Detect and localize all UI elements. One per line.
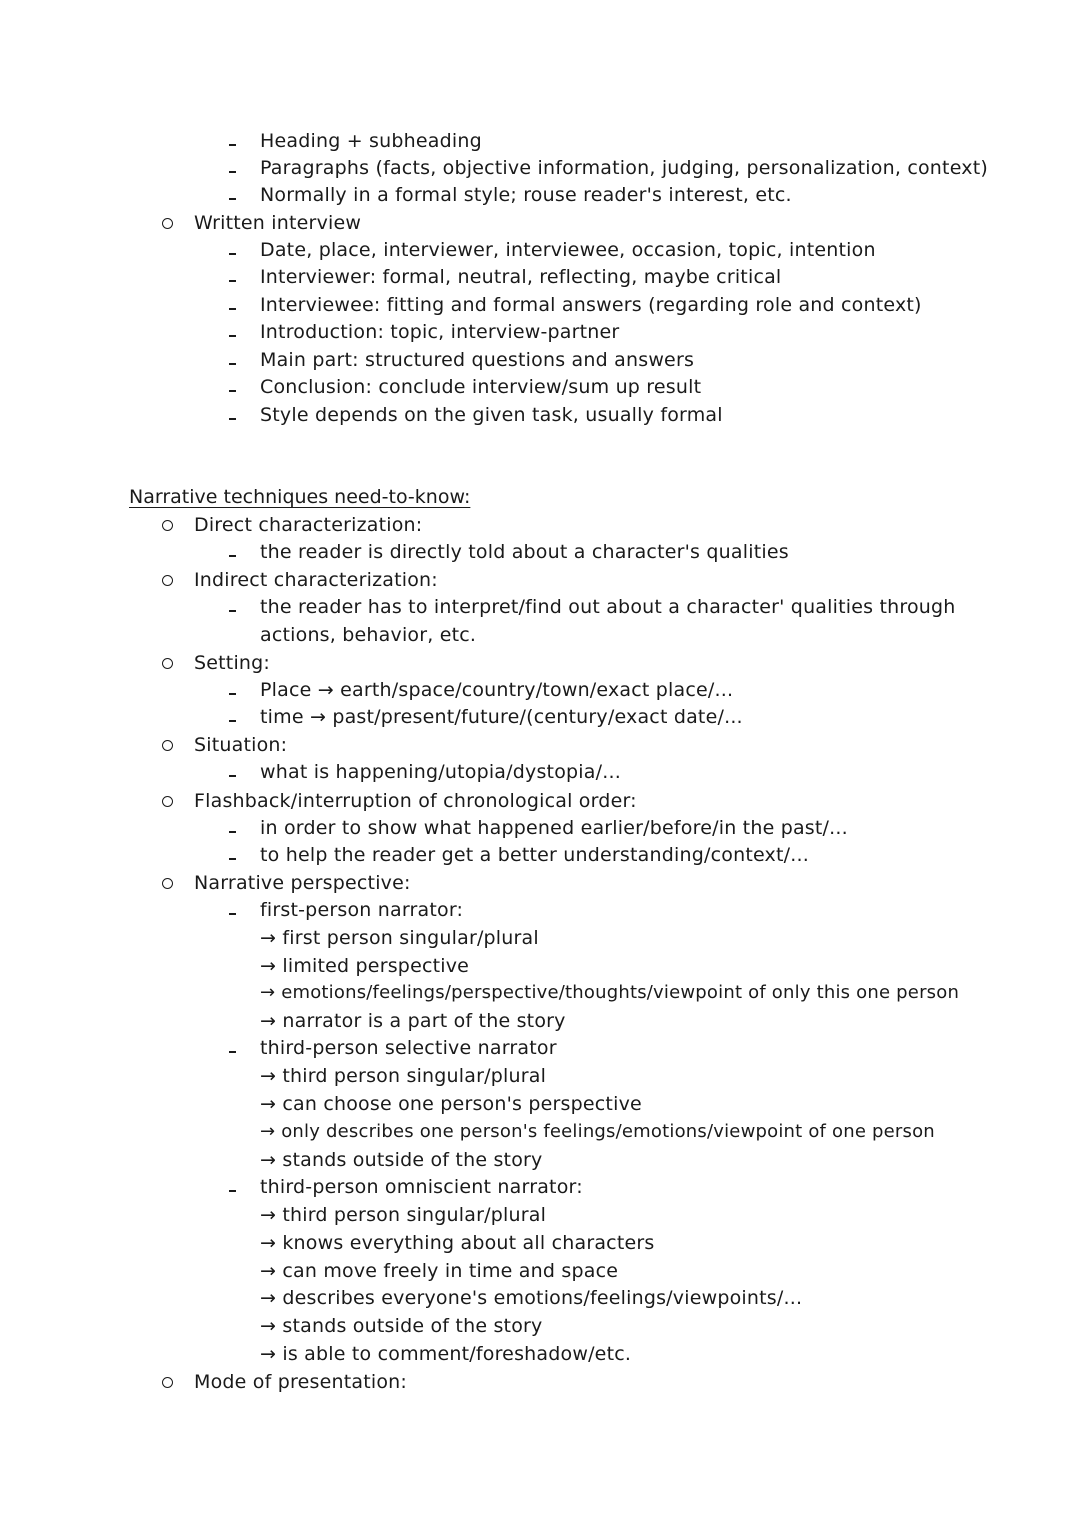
list-item: → only describes one person's feelings/emotions/viewpoint of one person bbox=[260, 1121, 935, 1142]
dash-bullet bbox=[229, 253, 236, 255]
dash-bullet bbox=[229, 335, 236, 337]
list-item: Flashback/interruption of chronological order: bbox=[194, 790, 637, 812]
list-item: → can choose one person's perspective bbox=[260, 1093, 642, 1115]
list-item: → third person singular/plural bbox=[260, 1204, 547, 1226]
list-item: → describes everyone's emotions/feelings/viewpoints/... bbox=[260, 1287, 803, 1309]
list-item: to help the reader get a better understanding/context/... bbox=[260, 844, 809, 866]
dash-bullet bbox=[229, 775, 236, 777]
list-item: Heading + subheading bbox=[260, 130, 482, 152]
list-item: Setting: bbox=[194, 652, 271, 674]
list-item: → is able to comment/foreshadow/etc. bbox=[260, 1343, 632, 1365]
list-item: Written interview bbox=[194, 212, 362, 234]
list-item: Mode of presentation: bbox=[194, 1371, 408, 1393]
dash-bullet bbox=[229, 831, 236, 833]
list-item: Interviewee: fitting and formal answers (regarding role and context) bbox=[260, 294, 922, 316]
list-item: → first person singular/plural bbox=[260, 927, 539, 949]
list-item: Date, place, interviewer, interviewee, occasion, topic, intention bbox=[260, 239, 876, 261]
dash-bullet bbox=[229, 555, 236, 557]
dash-bullet bbox=[229, 171, 236, 173]
dash-bullet bbox=[229, 308, 236, 310]
list-item: third-person selective narrator bbox=[260, 1037, 557, 1059]
list-item: → stands outside of the story bbox=[260, 1315, 543, 1337]
list-item: the reader has to interpret/find out about a character' qualities through bbox=[260, 596, 956, 618]
list-item: → can move freely in time and space bbox=[260, 1260, 619, 1282]
circle-bullet bbox=[162, 740, 173, 751]
circle-bullet bbox=[162, 520, 173, 531]
list-item: Indirect characterization: bbox=[194, 569, 438, 591]
dash-bullet bbox=[229, 1051, 236, 1053]
dash-bullet bbox=[229, 198, 236, 200]
dash-bullet bbox=[229, 610, 236, 612]
circle-bullet bbox=[162, 796, 173, 807]
list-item: Style depends on the given task, usually formal bbox=[260, 404, 723, 426]
list-item: actions, behavior, etc. bbox=[260, 624, 477, 646]
list-item: Normally in a formal style; rouse reader's interest, etc. bbox=[260, 184, 792, 206]
dash-bullet bbox=[229, 720, 236, 722]
list-item: Direct characterization: bbox=[194, 514, 423, 536]
list-item: → knows everything about all characters bbox=[260, 1232, 655, 1254]
dash-bullet bbox=[229, 858, 236, 860]
list-item: Conclusion: conclude interview/sum up result bbox=[260, 376, 702, 398]
circle-bullet bbox=[162, 1377, 173, 1388]
dash-bullet bbox=[229, 280, 236, 282]
circle-bullet bbox=[162, 575, 173, 586]
list-item: the reader is directly told about a character's qualities bbox=[260, 541, 789, 563]
dash-bullet bbox=[229, 1190, 236, 1192]
circle-bullet bbox=[162, 658, 173, 669]
dash-bullet bbox=[229, 144, 236, 146]
dash-bullet bbox=[229, 363, 236, 365]
circle-bullet bbox=[162, 218, 173, 229]
list-item: → third person singular/plural bbox=[260, 1065, 547, 1087]
list-item: → narrator is a part of the story bbox=[260, 1010, 566, 1032]
list-item: first-person narrator: bbox=[260, 899, 464, 921]
list-item: what is happening/utopia/dystopia/... bbox=[260, 761, 621, 783]
list-item: Situation: bbox=[194, 734, 288, 756]
list-item: Place → earth/space/country/town/exact place/... bbox=[260, 679, 734, 701]
list-item: Paragraphs (facts, objective information, judging, personalization, context) bbox=[260, 157, 988, 179]
list-item: Main part: structured questions and answers bbox=[260, 349, 695, 371]
list-item: Introduction: topic, interview-partner bbox=[260, 321, 620, 343]
circle-bullet bbox=[162, 878, 173, 889]
list-item: Interviewer: formal, neutral, reflecting, maybe critical bbox=[260, 266, 782, 288]
list-item: third-person omniscient narrator: bbox=[260, 1176, 583, 1198]
list-item: time → past/present/future/(century/exact date/... bbox=[260, 706, 743, 728]
list-item: → emotions/feelings/perspective/thoughts/viewpoint of only this one person bbox=[260, 982, 960, 1003]
list-item: in order to show what happened earlier/before/in the past/... bbox=[260, 817, 848, 839]
dash-bullet bbox=[229, 693, 236, 695]
list-item: → limited perspective bbox=[260, 955, 470, 977]
dash-bullet bbox=[229, 390, 236, 392]
list-item: → stands outside of the story bbox=[260, 1149, 543, 1171]
dash-bullet bbox=[229, 418, 236, 420]
section-heading: Narrative techniques need-to-know: bbox=[129, 486, 471, 508]
list-item: Narrative perspective: bbox=[194, 872, 411, 894]
dash-bullet bbox=[229, 913, 236, 915]
